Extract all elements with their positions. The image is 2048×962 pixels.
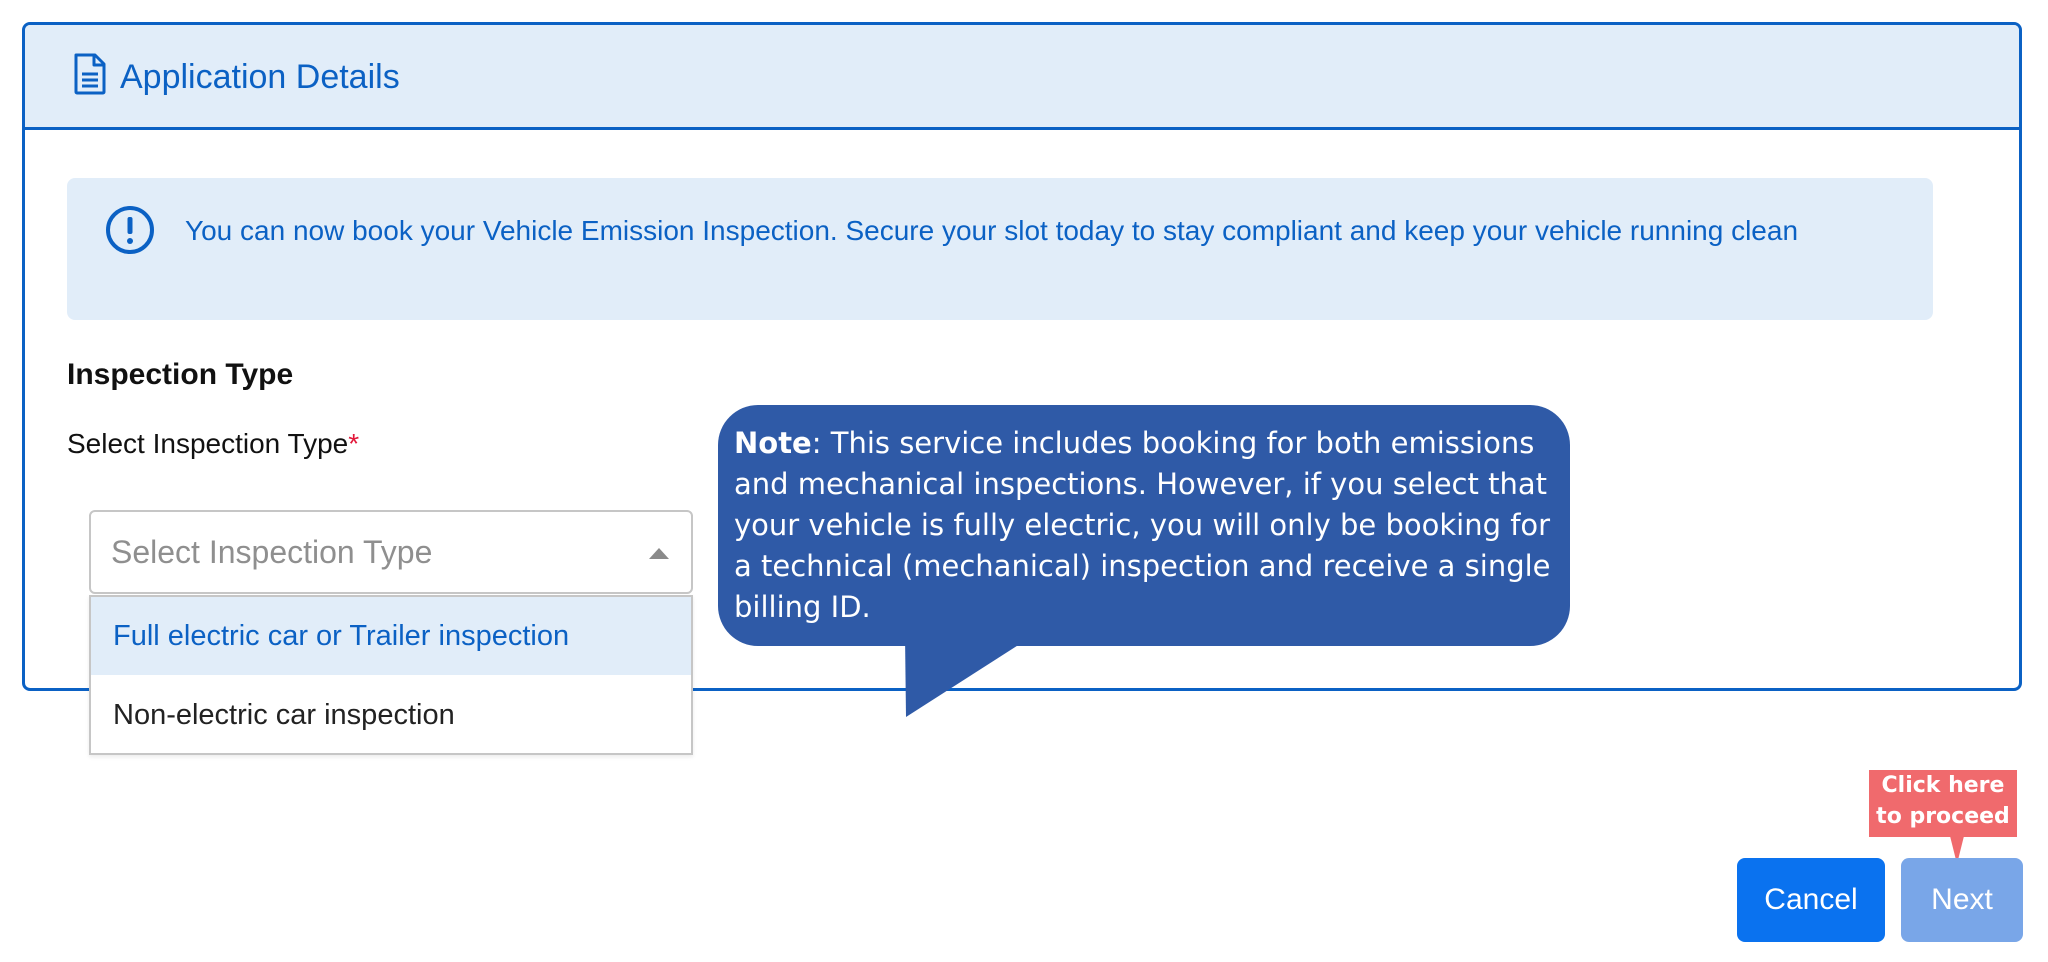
inspection-type-select[interactable]	[89, 510, 693, 594]
card-header	[25, 25, 2019, 130]
document-icon	[73, 53, 107, 95]
note-body: : This service includes booking for both emissions and mechanical inspections. However, if you select that your vehicle is fully electric, you will only be booking for a technical (mechanical) inspection and receive a single billing ID.	[734, 426, 1551, 624]
field-label-text: Select Inspection Type	[67, 428, 349, 459]
info-alert	[67, 178, 1933, 320]
caret-up-icon	[649, 548, 669, 559]
note-text	[734, 423, 1554, 628]
alert-message: You can now book your Vehicle Emission Inspection. Secure your slot today to stay compliant and keep your vehicle running clean	[185, 215, 1799, 246]
note-callout	[718, 405, 1570, 717]
option-non-electric[interactable]: Non-electric car inspection	[113, 699, 455, 731]
proceed-tooltip: Click here to proceed	[1869, 770, 2017, 837]
option-full-electric[interactable]: Full electric car or Trailer inspection	[91, 597, 691, 675]
select-placeholder: Select Inspection Type	[111, 534, 433, 570]
card-title: Application Details	[120, 58, 400, 96]
required-asterisk: *	[348, 428, 360, 459]
next-button[interactable]: Next	[1901, 858, 2023, 942]
callout-tail	[718, 635, 1018, 717]
note-bubble	[718, 405, 1570, 646]
section-title: Inspection Type	[67, 358, 294, 391]
inspection-type-label	[67, 428, 359, 460]
inspection-type-dropdown	[89, 595, 693, 755]
note-label: Note	[734, 426, 812, 460]
cancel-button[interactable]: Cancel	[1737, 858, 1885, 942]
